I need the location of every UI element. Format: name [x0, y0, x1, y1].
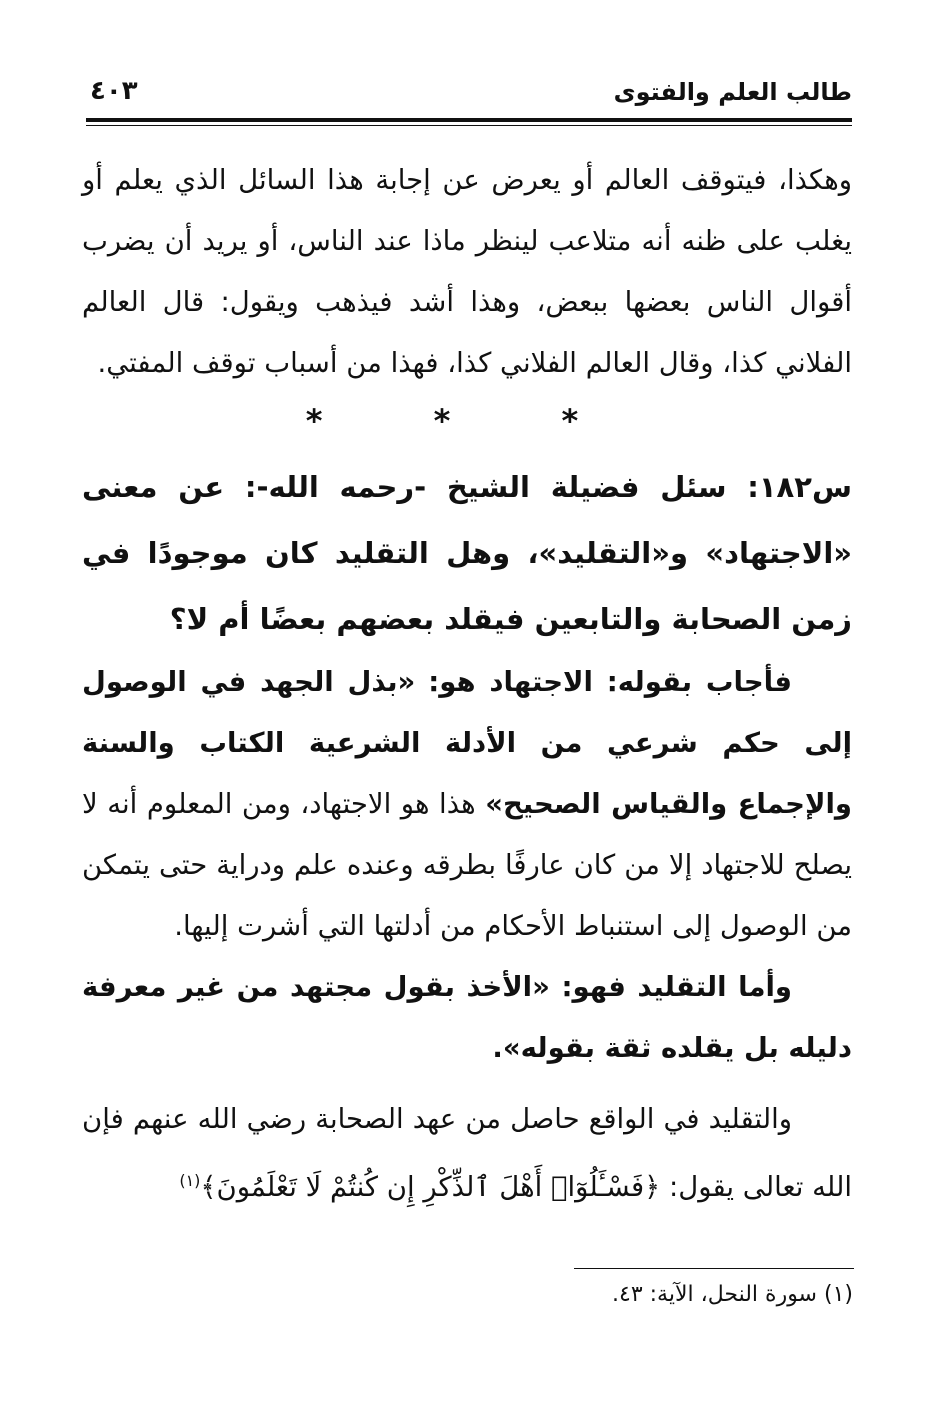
question-paragraph: س١٨٢: سئل فضيلة الشيخ -رحمه الله-: عن معنى «الاجتهاد» و«التقليد»، وهل التقليد كان موجودًا في زمن الصحابة والتابعين فيقلد بعضهم بعضًا أم لا؟ — [82, 470, 852, 636]
section-separator: * * * — [305, 402, 629, 440]
running-title: طالب العلم والفتوى — [613, 78, 852, 106]
page-number: ٤٠٣ — [90, 76, 138, 106]
page-header — [86, 62, 852, 120]
quran-verse: ﴿فَسْـَٔلُوٓا۟ أَهْلَ ٱلذِّكْرِ إِن كُنتُمْ لَا تَعْلَمُونَ﴾ — [200, 1171, 661, 1204]
ijtihad-definition: «بذل الجهد في الوصول إلى حكم شرعي من الأدلة الشرعية الكتاب والسنة والإجماع والقياس الصحيح» — [82, 666, 852, 820]
taqlid-paragraph: وأما التقليد فهو: «الأخذ بقول مجتهد من غير معرفة دليله بل يقلده ثقة بقوله». — [82, 971, 852, 1064]
last-paragraph-text: والتقليد في الواقع حاصل من عهد الصحابة رضي الله عنهم فإن الله تعالى يقول: — [82, 1103, 852, 1204]
answer-rest: هذا هو الاجتهاد، ومن المعلوم أنه لا يصلح للاجتهاد إلا من كان عارفًا بطرقه وعنده علم ودراية حتى يتمكن من الوصول إلى استنباط الأحكام من أدلتها التي أشرت إليها. — [82, 788, 852, 942]
last-paragraph — [82, 1089, 852, 1218]
answer-intro: فأجاب بقوله: الاجتهاد هو: — [428, 666, 792, 698]
footnote: (١) سورة النحل، الآية: ٤٣. — [612, 1282, 853, 1307]
footnote-ref: (١) — [179, 1171, 201, 1190]
paragraph-1: وهكذا، فيتوقف العالم أو يعرض عن إجابة هذا السائل الذي يعلم أو يغلب على ظنه أنه متلاعب لينظر ماذا عند الناس، أو يريد أن يضرب أقوال الناس بعضها ببعض، وهذا أشد فيذهب ويقول: قال العالم الفلاني كذا، وقال العالم الفلاني كذا، فهذا من أسباب توقف المفتي. — [82, 164, 852, 379]
footnote-rule — [574, 1268, 854, 1269]
answer-paragraph — [82, 652, 852, 957]
header-rule-thin — [86, 125, 852, 126]
page-body — [82, 150, 852, 1218]
header-rule-thick — [86, 118, 852, 122]
